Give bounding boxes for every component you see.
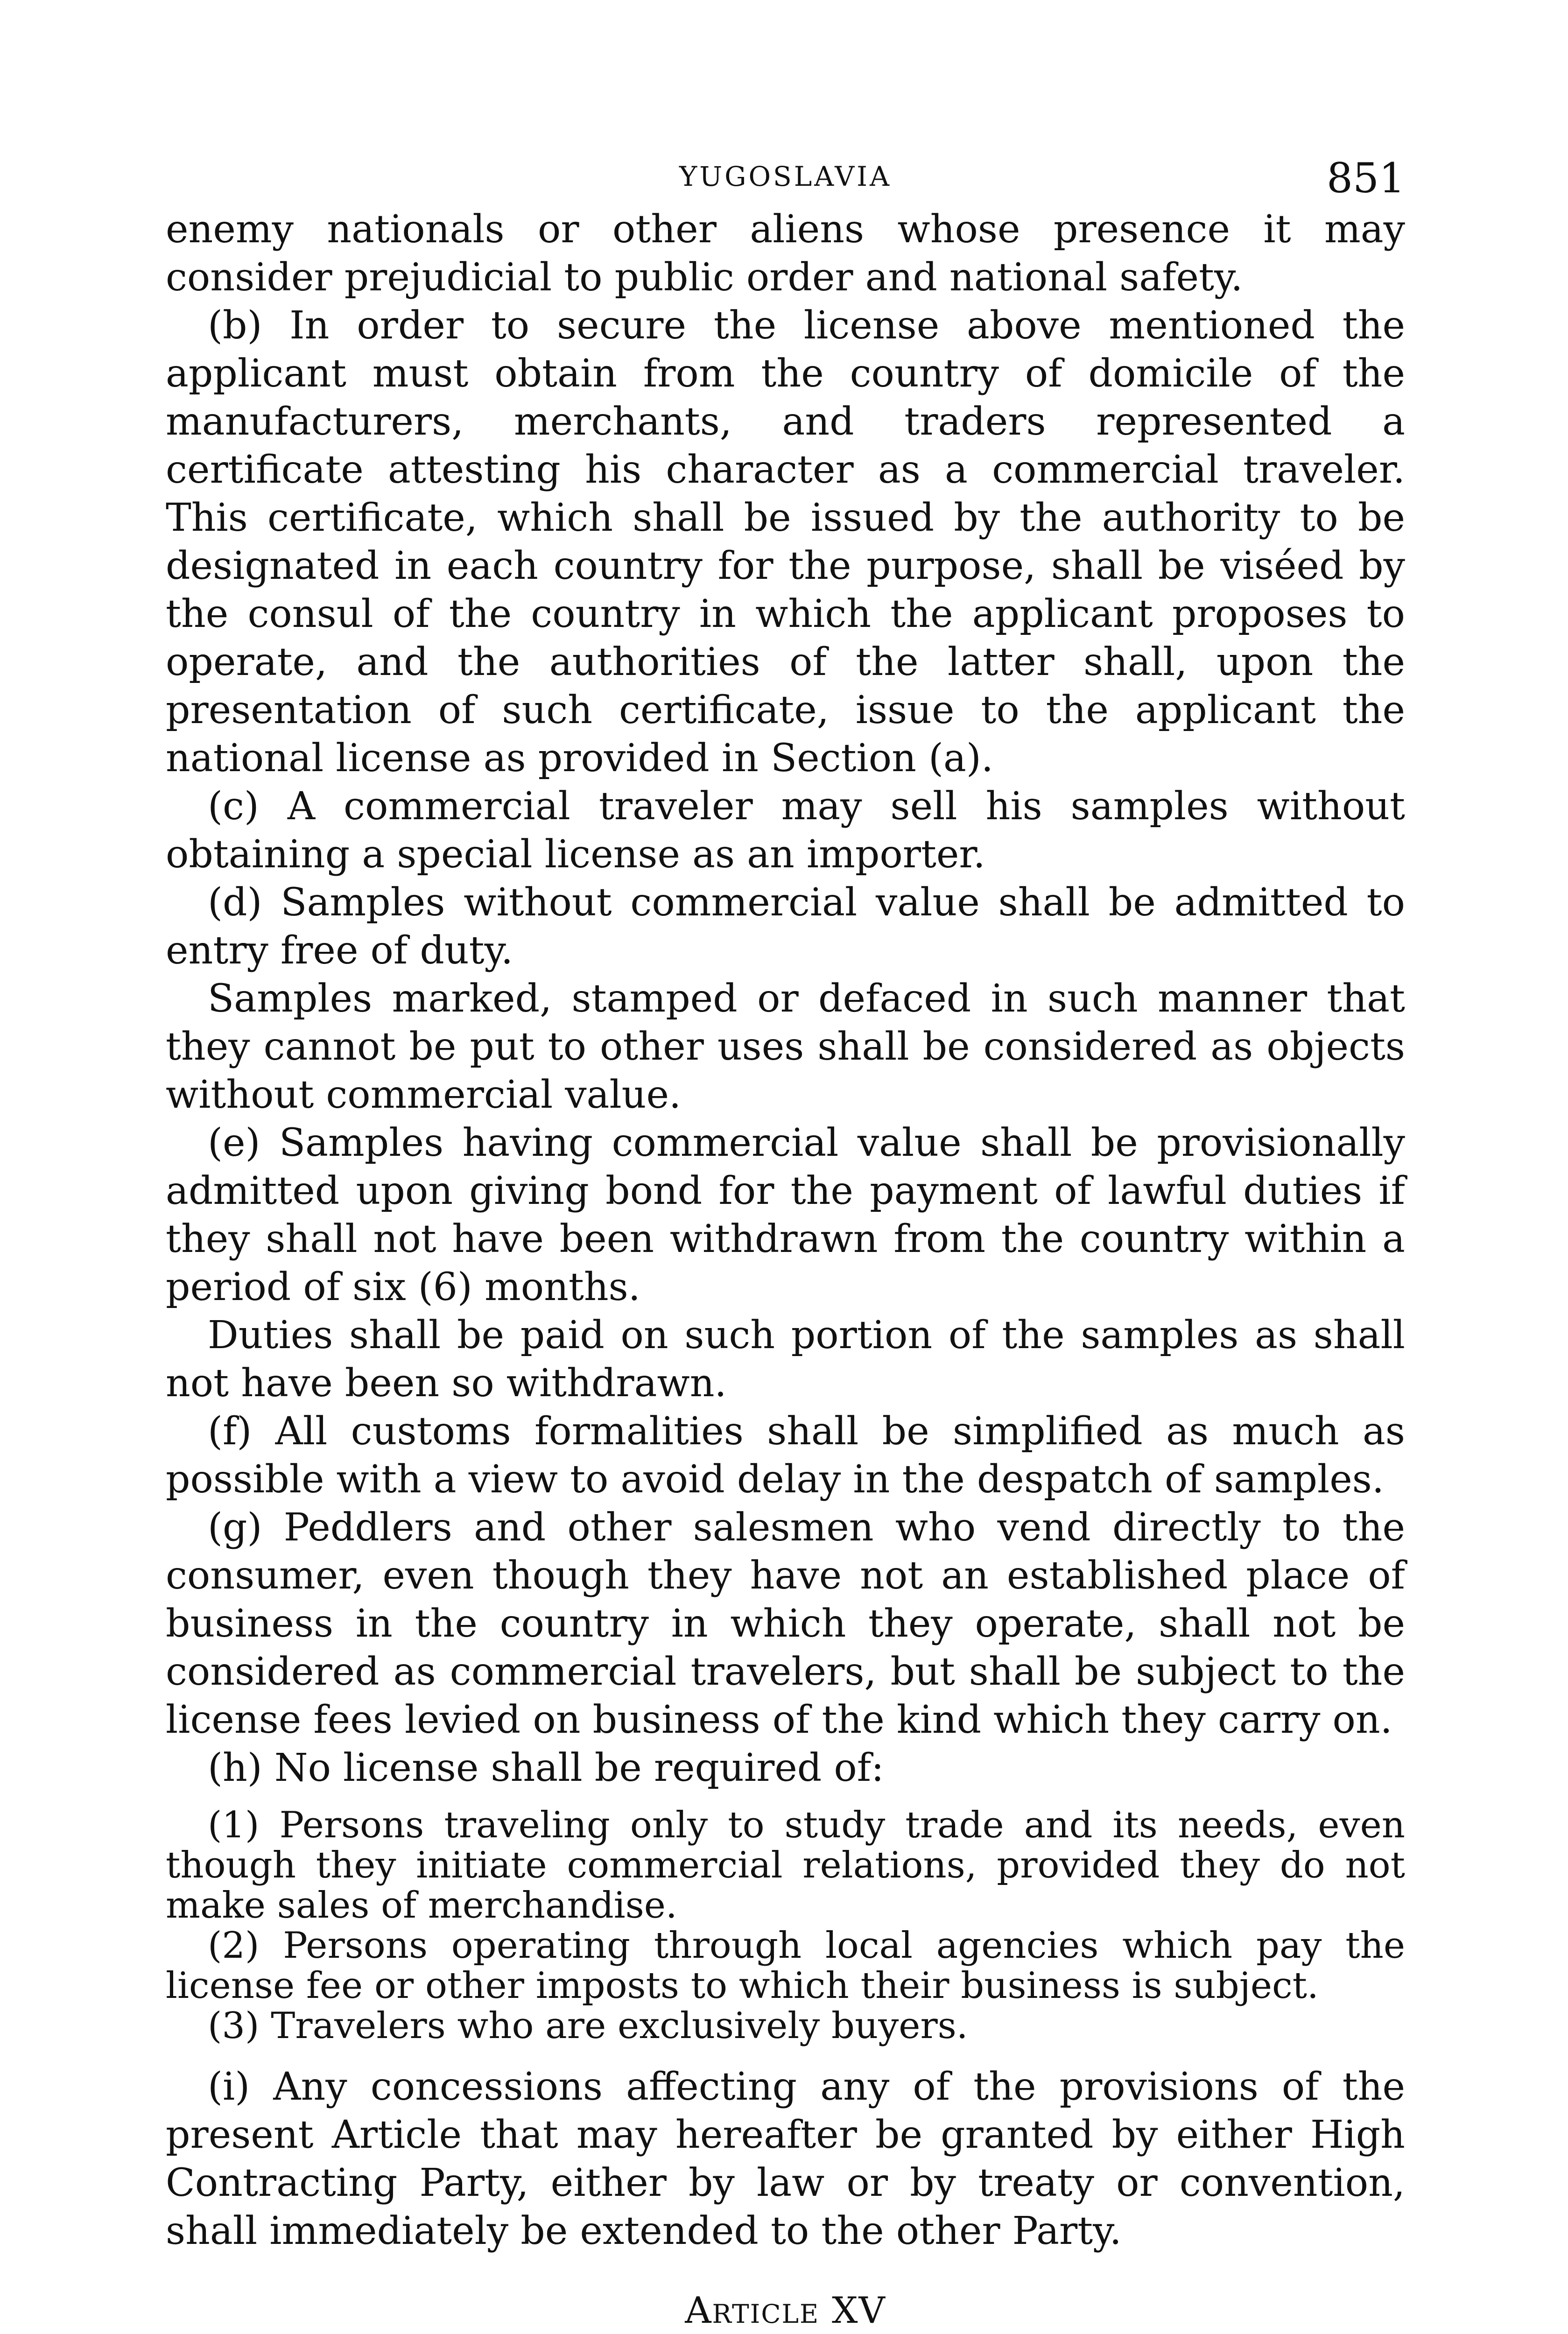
paragraph-h: (h) No license shall be required of: bbox=[208, 1746, 884, 1790]
paragraph-f: (f) All customs formalities shall be simplified as much as possible with a view to avoid delay in the despatch of samples. bbox=[166, 1409, 1405, 1502]
running-header bbox=[166, 154, 1405, 205]
paragraph-samples-defaced: Samples marked, stamped or defaced in such manner that they cannot be put to other uses shall be considered as objects without commercial value. bbox=[166, 977, 1405, 1117]
subitem-2: (2) Persons operating through local agencies which pay the license fee or other imposts to which their business is subject. bbox=[166, 1925, 1405, 2007]
document-page bbox=[166, 154, 1405, 2334]
article-numeral: XV bbox=[831, 2290, 886, 2332]
page-body bbox=[166, 205, 1405, 2334]
article-heading bbox=[166, 2290, 1405, 2332]
paragraph-c: (c) A commercial traveler may sell his samples without obtaining a special license as an importer. bbox=[166, 784, 1405, 877]
paragraph-g: (g) Peddlers and other salesmen who vend directly to the consumer, even though they have not an established place of business in the country in which they operate, shall not be considered as commercial travelers, but shall be subject to the license fees levied on business of the kind which they carry on. bbox=[166, 1505, 1405, 1742]
page-number: 851 bbox=[1327, 154, 1405, 202]
subitem-3: (3) Travelers who are exclusively buyers. bbox=[208, 2005, 968, 2047]
paragraph-continuation: enemy nationals or other aliens whose presence it may consider prejudicial to public order and national safety. bbox=[166, 207, 1405, 300]
paragraph-d: (d) Samples without commercial value shall be admitted to entry free of duty. bbox=[166, 880, 1405, 973]
paragraph-b: (b) In order to secure the license above mentioned the applicant must obtain from the country of domicile of the manufacturers, merchants, and traders represented a certificate attesting his character as a commercial traveler. This certificate, which shall be issued by the authority to be designated in each country for the purpose, shall be viséed by the consul of the country in which the applicant proposes to operate, and the authorities of the latter shall, upon the presentation of such certificate, issue to the applicant the national license as provided in Section (a). bbox=[166, 303, 1405, 780]
paragraph-i: (i) Any concessions affecting any of the provisions of the present Article that may hereafter be granted by either High Contracting Party, either by law or by treaty or convention, shall immediately be extended to the other Party. bbox=[166, 2065, 1405, 2253]
paragraph-duties: Duties shall be paid on such portion of the samples as shall not have been so withdrawn. bbox=[166, 1313, 1405, 1406]
article-label: Article bbox=[685, 2290, 820, 2332]
running-title: YUGOSLAVIA bbox=[679, 161, 892, 192]
paragraph-e: (e) Samples having commercial value shall be provisionally admitted upon giving bond for the payment of lawful duties if they shall not have been withdrawn from the country within a period of six (6) months. bbox=[166, 1121, 1405, 1309]
subitem-1: (1) Persons traveling only to study trade and its needs, even though they initiate commercial relations, provided they do not make sales of merchandise. bbox=[166, 1804, 1405, 1926]
